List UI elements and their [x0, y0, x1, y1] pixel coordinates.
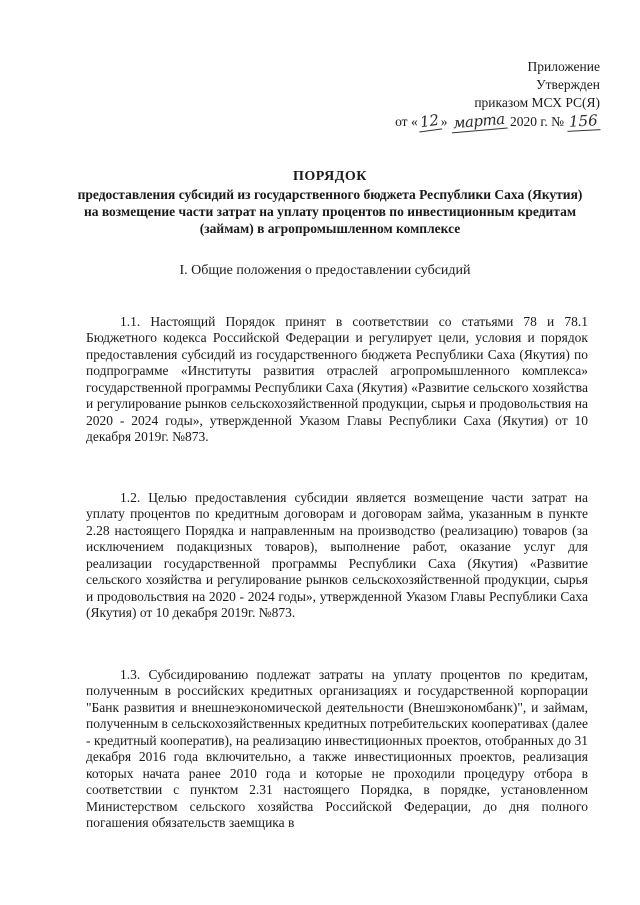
paragraph-1-1: 1.1. Настоящий Порядок принят в соответствии со статьями 78 и 78.1 Бюджетного кодекса Российской Федерации и регулирует цели, условия и порядок предоставления субсидий из государственного бюджета Республики Саха (Якутия) по подпрограмме «Институты развития отраслей агропромышленного комплекса» государственной программы Республики Саха (Якутия) «Развитие сельского хозяйства и регулирование рынков сельскохозяйственной продукции, сырья и продовольствия на 2020 - 2024 годы», утвержденной Указом Главы Республики Саха (Якутия) от 10 декабря 2019г. №873. [86, 313, 588, 444]
date-quote-close: » [440, 114, 448, 129]
handwritten-day: 12 [416, 110, 442, 132]
approval-header [280, 58, 600, 131]
header-appendix-label: Приложение [527, 59, 600, 74]
date-prefix: от « [395, 114, 418, 129]
paragraph-1-3: 1.3. Субсидированию подлежат затраты на уплату процентов по кредитам, полученным в российских кредитных организациях и государственной корпорации "Банк развития и внешнеэкономической деятельности (Внешэкономбанк)", и займам, полученным в сельскохозяйственных кредитных потребительских кооперативах (далее - кредитный кооператив), на реализацию инвестиционных проектов, отобранных до 31 декабря 2016 года включительно, а также инвестиционных проектов, реализация которых начата ранее 2010 года и которые не проходили процедуру отбора в соответствии с пунктом 2.31 настоящего Порядка, в порядке, установленном Министерством сельского хозяйства Российской Федерации, до дня полного погашения обязательств заемщика в [86, 666, 588, 830]
handwritten-month: марта [450, 110, 507, 134]
title-main: ПОРЯДОК [293, 169, 367, 184]
header-order-label: приказом МСХ РС(Я) [474, 95, 600, 110]
handwritten-order-number: 156 [567, 111, 601, 132]
date-year-text: 2020 г. № [509, 114, 564, 129]
document-title [70, 168, 590, 237]
paragraph-1-2: 1.2. Целью предоставления субсидии является возмещение части затрат на уплату процентов по кредитным договорам и договорам займа, указанным в пункте 2.28 настоящего Порядка и направленным на производство (реализацию) товаров (за исключением подакцизных товаров), выполнение работ, оказание услуг для реализации государственной программы Республики Саха (Якутия) «Развитие сельского хозяйства и регулирование рынков сельскохозяйственной продукции, сырья и продовольствия на 2020 - 2024 годы», утвержденной Указом Главы Республики Саха (Якутия) от 10 декабря 2019г. №873. [86, 489, 588, 620]
header-approved-label: Утвержден [536, 77, 600, 92]
header-date-line [280, 109, 600, 133]
title-subtitle: предоставления субсидий из государственного бюджета Республики Саха (Якутия) на возмещение части затрат на уплату процентов по инвестиционным кредитам (займам) в агропромышленном комплексе [77, 187, 583, 236]
section-heading: I. Общие положения о предоставлении субсидий [179, 263, 471, 278]
